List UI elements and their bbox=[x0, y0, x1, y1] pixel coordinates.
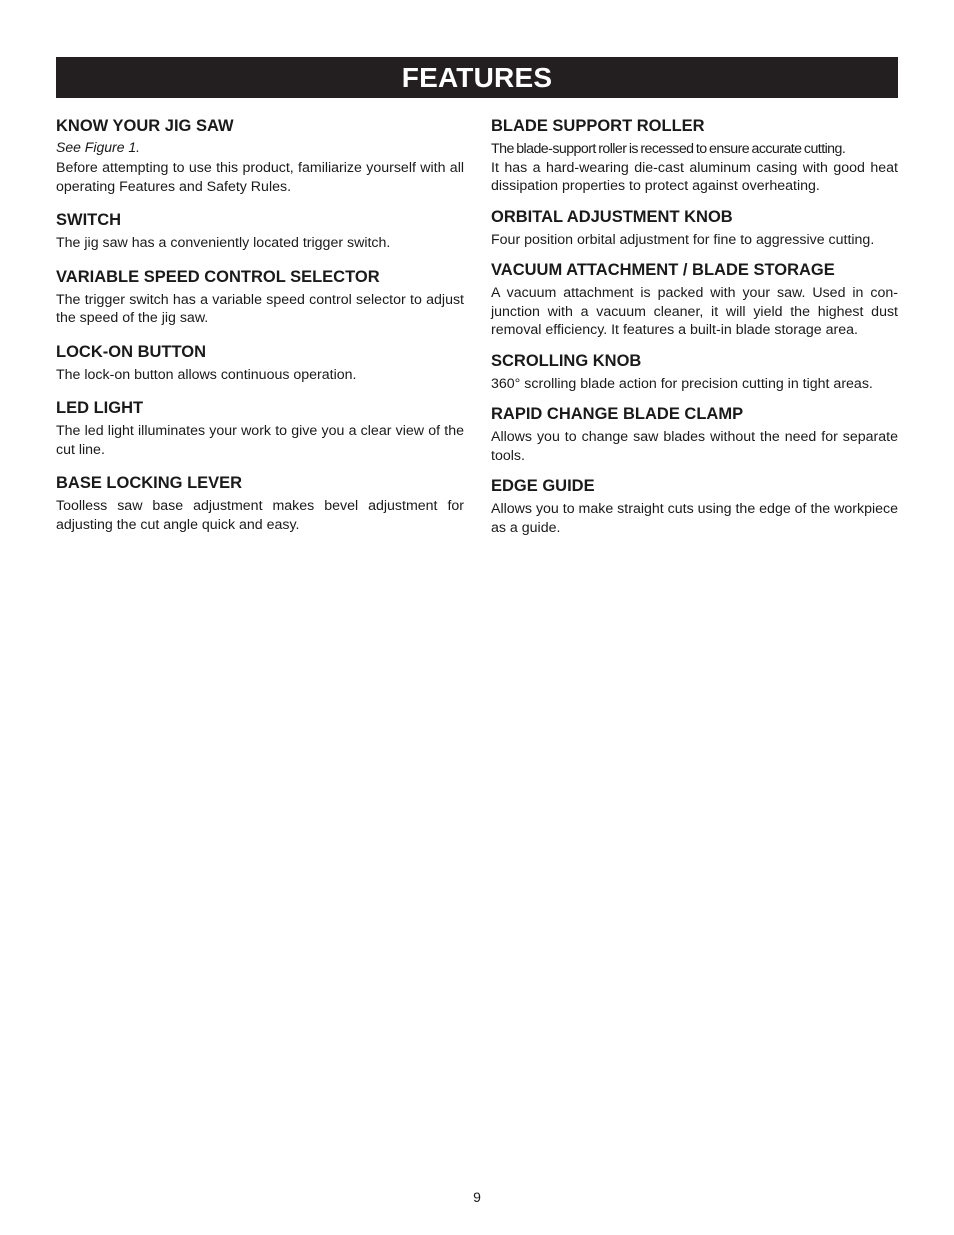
right-column bbox=[491, 116, 898, 537]
section-body: Allows you to make straight cuts using the edge of the workpiece as a guide. bbox=[491, 501, 898, 536]
section-blade-support-roller bbox=[491, 116, 898, 196]
section-lock-on-button bbox=[56, 342, 464, 385]
section-heading: BLADE SUPPORT ROLLER bbox=[491, 117, 705, 135]
section-heading: SCROLLING KNOB bbox=[491, 351, 642, 370]
page-title: FEATURES bbox=[401, 61, 553, 93]
section-body: The trigger switch has a variable speed control selector to adjust the speed of the jig saw. bbox=[56, 291, 464, 326]
section-heading: RAPID CHANGE BLADE CLAMP bbox=[491, 405, 744, 423]
section-heading: LED LIGHT bbox=[56, 399, 144, 417]
section-body: The led light illuminates your work to give you a clear view of the cut line. bbox=[56, 423, 464, 458]
left-column bbox=[56, 116, 464, 534]
section-body: A vacuum attachment is packed with your saw. Used in con-junction with a vacuum cleaner, it will yield the highest dust removal efficiency. It features a built-in blade storage area. bbox=[491, 285, 898, 338]
section-body: 360° scrolling blade action for precision cutting in tight areas. bbox=[491, 375, 873, 392]
page-number: 9 bbox=[473, 1189, 481, 1205]
section-body: It has a hard-wearing die-cast aluminum casing with good heat dissipation properties to protect against overheating. bbox=[491, 159, 898, 194]
section-heading: LOCK-ON BUTTON bbox=[56, 342, 207, 361]
section-heading: EDGE GUIDE bbox=[491, 477, 595, 495]
section-orbital-adjustment-knob bbox=[491, 207, 898, 250]
section-switch bbox=[56, 210, 464, 253]
section-body: The jig saw has a conveniently located trigger switch. bbox=[56, 235, 391, 251]
section-scrolling-knob bbox=[491, 351, 898, 394]
section-heading: VACUUM ATTACHMENT / BLADE STORAGE bbox=[491, 261, 835, 279]
features-banner bbox=[56, 57, 898, 98]
figure-reference: See Figure 1. bbox=[56, 139, 141, 155]
section-vacuum-attachment-blade-storage bbox=[491, 260, 898, 340]
section-body-first-line: The blade-support roller is recessed to ensure accurate cutting. bbox=[491, 141, 846, 157]
section-rapid-change-blade-clamp bbox=[491, 404, 898, 465]
section-heading: BASE LOCKING LEVER bbox=[56, 474, 243, 492]
section-body: Four position orbital adjustment for fine to aggressive cutting. bbox=[491, 231, 875, 248]
section-heading: KNOW YOUR JIG SAW bbox=[56, 117, 234, 135]
section-know-your-jig-saw bbox=[56, 116, 464, 196]
section-body: Allows you to change saw blades without the need for separate tools. bbox=[491, 429, 898, 464]
section-heading: ORBITAL ADJUSTMENT KNOB bbox=[491, 207, 733, 226]
section-body: The lock-on button allows continuous operation. bbox=[56, 366, 357, 383]
section-body: Before attempting to use this product, familiarize yourself with all operating Features and Safety Rules. bbox=[56, 160, 464, 195]
section-edge-guide bbox=[491, 476, 898, 537]
section-variable-speed-control-selector bbox=[56, 267, 464, 328]
section-heading: SWITCH bbox=[56, 211, 122, 229]
section-heading: VARIABLE SPEED CONTROL SELECTOR bbox=[56, 267, 380, 286]
section-led-light bbox=[56, 398, 464, 459]
section-body: Toolless saw base adjustment makes bevel adjustment for adjusting the cut angle quick and easy. bbox=[56, 498, 464, 533]
section-base-locking-lever bbox=[56, 473, 464, 534]
